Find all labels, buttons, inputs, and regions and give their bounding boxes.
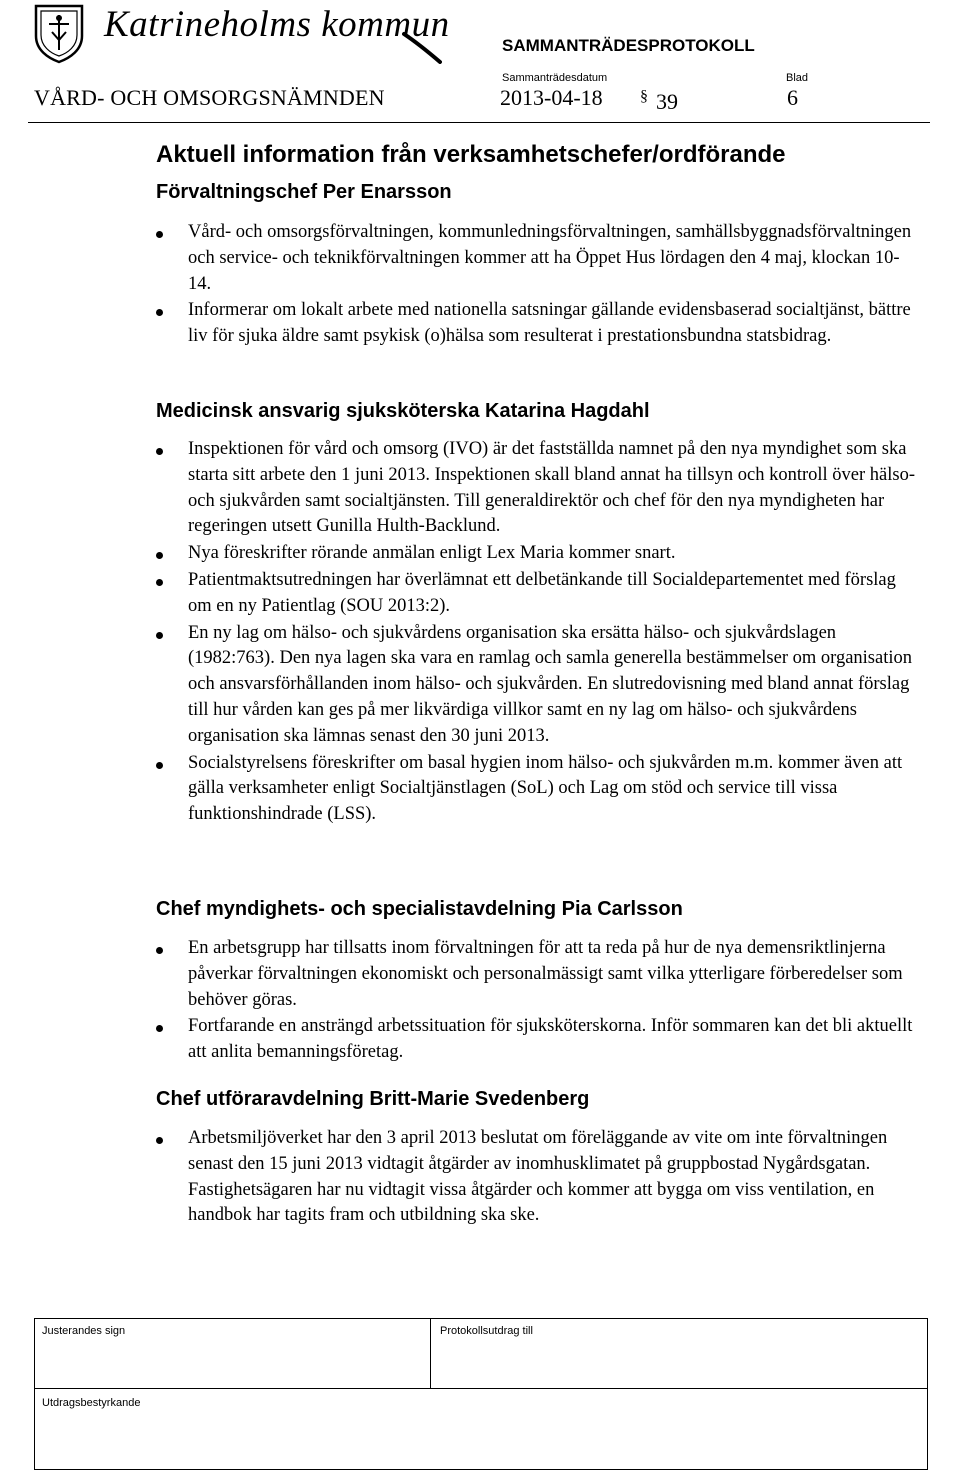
list-item — [156, 568, 916, 620]
list-item-text: Nya föreskrifter rörande anmälan enligt Lex Maria kommer snart. — [188, 543, 676, 564]
section-heading: Chef myndighets- och specialistavdelning Pia Carlsson — [156, 898, 683, 920]
list-item-text: En arbetsgrupp har tillsatts inom förvaltningen för att ta reda på hur de nya demensriktlinjerna påverkar förvaltningen ekonomiskt och personalmässigt samt vilka ytterligare förberedelser som behöver göras. — [188, 938, 903, 1010]
list-item-text: Arbetsmiljöverket har den 3 april 2013 beslutat om föreläggande av vite om inte förvaltningen senast den 15 juni 2013 vidtagit åtgärder av inomhusklimatet på gruppbostad Nygårdsgatan. Fastighetsägaren har nu vidtagit vissa åtgärder och kommer att bygga om viss ventilation, en handbok har tagits fram och utbildning ska ske. — [188, 1128, 888, 1226]
municipality-crest-icon — [32, 2, 86, 64]
document-type: SAMMANTRÄDESPROTOKOLL — [502, 36, 755, 55]
list-item — [156, 1014, 916, 1066]
bullet-icon — [156, 552, 163, 559]
date-label: Sammanträdesdatum — [502, 72, 608, 84]
list-item-text: Inspektionen för vård och omsorg (IVO) är det fastställda namnet på den nya myndighet som ska starta sitt arbete den 1 juni 2013. Inspektionen skall bland annat ha tillsyn och kontroll över hälso- och sjukvården samt socialtjänsten. Till generaldirektör och chef för den nya myndigheten har regeringen utsett Gunilla Hulth-Backlund. — [188, 439, 915, 537]
bullet-icon — [156, 1025, 163, 1032]
section-heading: Medicinsk ansvarig sjuksköterska Katarina Hagdahl — [156, 400, 650, 422]
logo-swoosh-icon — [402, 30, 442, 64]
list-item — [156, 621, 916, 750]
paragraph-value: 39 — [656, 89, 678, 114]
protokollsutdrag-label: Protokollsutdrag till — [440, 1325, 533, 1337]
list-item-text: En ny lag om hälso- och sjukvårdens organisation ska ersätta hälso- och sjukvårdslagen (1982:763). Den nya lagen ska vara en ramlag och samla generella bestämmelser om organisation och ansvarsförhållanden inom hälso- och sjukvården. En slutredovisning med bland annat förslag till hur vården kan ges på mer likvärdiga villkor samt en ny lag om hälso- och sjukvårdens organisation ska lämnas senast den 30 juni 2013. — [188, 622, 912, 746]
paragraph-sign: § — [640, 88, 648, 105]
list-item-text: Socialstyrelsens föreskrifter om basal hygien inom hälso- och sjukvården m.m. kommer även att gälla verksamheter enligt Socialtjänstlagen (SoL) och Lag om stöd och service till vissa funktionshindrade (LSS). — [188, 752, 903, 825]
section-heading: Chef utföraravdelning Britt-Marie Svedenberg — [156, 1088, 590, 1110]
paragraph-number — [640, 88, 678, 115]
list-item — [156, 751, 916, 828]
footer-divider-vertical — [430, 1318, 431, 1388]
list-item — [156, 437, 916, 540]
list-item — [156, 298, 916, 350]
list-item — [156, 220, 916, 297]
bullet-list — [156, 936, 916, 1067]
bullet-icon — [156, 448, 163, 455]
justerandes-sign-label: Justerandes sign — [42, 1325, 126, 1337]
bullet-icon — [156, 762, 163, 769]
list-item-text: Patientmaktsutredningen har överlämnat ett delbetänkande till Socialdepartementet med förslag om en ny Patientlag (SOU 2013:2). — [188, 569, 896, 616]
list-item-text: Informerar om lokalt arbete med nationella satsningar gällande evidensbaserad socialtjänst, bättre liv för sjuka äldre samt psykisk (o)hälsa som resulterat i prestationsbundna statsbidrag. — [188, 300, 911, 347]
utdragsbestyrkande-label: Utdragsbestyrkande — [42, 1397, 141, 1409]
bullet-icon — [156, 309, 163, 316]
page-label: Blad — [786, 72, 809, 84]
page-title: Aktuell information från verksamhetschefer/ordförande — [156, 141, 786, 168]
page-number: 6 — [787, 85, 798, 110]
header-divider — [28, 122, 930, 123]
list-item-text: Fortfarande en ansträngd arbetssituation för sjuksköterskorna. Inför sommaren kan det bli aktuellt att anlita bemanningsföretag. — [188, 1016, 913, 1063]
bullet-icon — [156, 579, 163, 586]
board-name: VÅRD- OCH OMSORGSNÄMNDEN — [34, 85, 385, 110]
section-heading: Förvaltningschef Per Enarsson — [156, 181, 452, 203]
list-item-text: Vård- och omsorgsförvaltningen, kommunledningsförvaltningen, samhällsbyggnadsförvaltningen och service- och teknikförvaltningen kommer att ha Öppet Hus lördagen den 4 maj, klockan 10-14. — [188, 222, 912, 294]
meeting-date: 2013-04-18 — [500, 85, 603, 110]
bullet-list — [156, 220, 916, 351]
municipality-name: Katrineholms kommun — [104, 4, 450, 45]
bullet-icon — [156, 632, 163, 639]
bullet-icon — [156, 1137, 163, 1144]
bullet-list — [156, 437, 916, 829]
list-item — [156, 936, 916, 1013]
signature-box — [34, 1318, 928, 1470]
footer-divider-horizontal — [34, 1388, 928, 1389]
bullet-icon — [156, 231, 163, 238]
bullet-icon — [156, 947, 163, 954]
bullet-list — [156, 1126, 916, 1230]
list-item — [156, 541, 916, 567]
list-item — [156, 1126, 916, 1229]
